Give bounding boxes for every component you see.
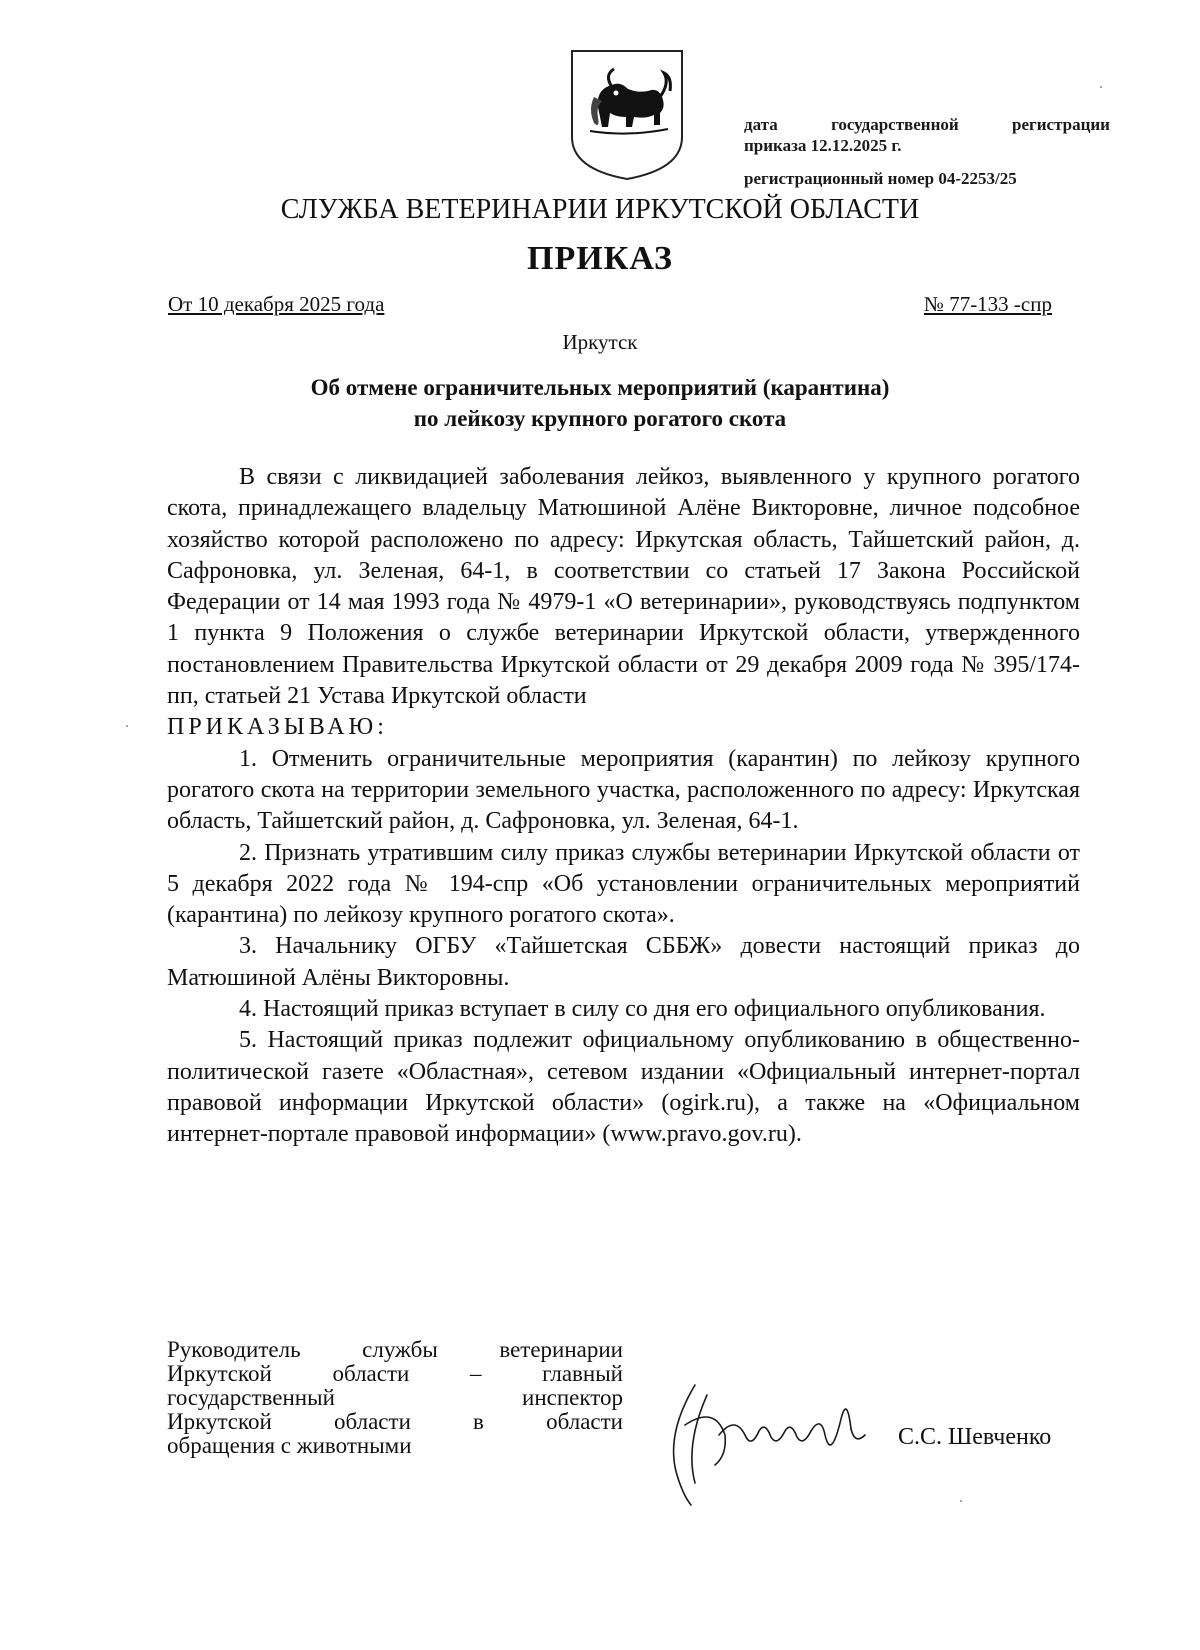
order-word: ПРИКАЗЫВАЮ: [167, 714, 388, 741]
scan-speck [960, 1500, 962, 1502]
document-title: Об отмене ограничительных мероприятий (карантина) по лейкозу крупного рогатого скота [310, 375, 890, 431]
order-item-4: 4. Настоящий приказ вступает в силу со дня его официального опубликования. [239, 996, 1046, 1023]
scan-speck [1100, 86, 1102, 88]
document-type: ПРИКАЗ [527, 240, 673, 277]
document-number: № 77-133 -спр [923, 292, 1052, 316]
handwritten-signature [655, 1365, 885, 1515]
agency-name: СЛУЖБА ВЕТЕРИНАРИИ ИРКУТСКОЙ ОБЛАСТИ [280, 194, 920, 225]
registration-number: регистрационный номер 04-2253/25 [744, 169, 1017, 188]
order-item-2: 2. Признать утратившим силу приказ службы ветеринарии Иркутской области от 5 декабря 2022 года № 194-спр «Об установлении ограничительных мероприятий (карантина) по лейкозу крупного рогатого скота». [167, 839, 1080, 929]
signatory-title: Руководитель службы ветеринарии Иркутской области – главный государственный инспектор Иркутской области в области обращения с животными [167, 1337, 623, 1458]
document-city: Иркутск [562, 330, 638, 354]
signatory-name: С.С. Шевченко [898, 1424, 1052, 1450]
order-item-5: 5. Настоящий приказ подлежит официальному опубликованию в общественно-политической газете «Областная», сетевом издании «Официальный интернет-портал правовой информации Иркутской области» (ogirk.ru), а также на «Официальном интернет-портале правовой информации» (www.pravo.gov.ru). [167, 1027, 1080, 1148]
document-date: От 10 декабря 2025 года [168, 292, 385, 316]
preamble: В связи с ликвидацией заболевания лейкоз, выявленного у крупного рогатого скота, принадлежащего владельцу Матюшиной Алёне Викторовне, личное подсобное хозяйство которой расположено по адресу: Иркутская область, Тайшетский район, д. Сафроновка, ул. Зеленая, 64-1, в соответствии со статьей 17 Закона Российской Федерации от 14 мая 1993 года № 4979-1 «О ветеринарии», руководствуясь подпунктом 1 пункта 9 Положения о службе ветеринарии Иркутской области, утвержденного постановлением Правительства Иркутской области от 29 декабря 2009 года № 395/174-пп, статьей 21 Устава Иркутской области [167, 464, 1080, 710]
order-item-1: 1. Отменить ограничительные мероприятия (карантин) по лейкозу крупного рогатого скота на территории земельного участка, расположенного по адресу: Иркутская область, Тайшетский район, д. Сафроновка, ул. Зеленая, 64-1. [167, 745, 1080, 835]
order-item-3: 3. Начальнику ОГБУ «Тайшетская СББЖ» довести настоящий приказ до Матюшиной Алёны Викторовны. [167, 933, 1080, 991]
registration-line-1: дата государственной регистрации [744, 115, 1110, 134]
scan-speck [126, 725, 128, 727]
registration-info [744, 114, 1110, 189]
registration-line-2: приказа 12.12.2025 г. [744, 136, 902, 155]
coat-of-arms-icon [568, 47, 686, 183]
document-body [167, 462, 1080, 1151]
